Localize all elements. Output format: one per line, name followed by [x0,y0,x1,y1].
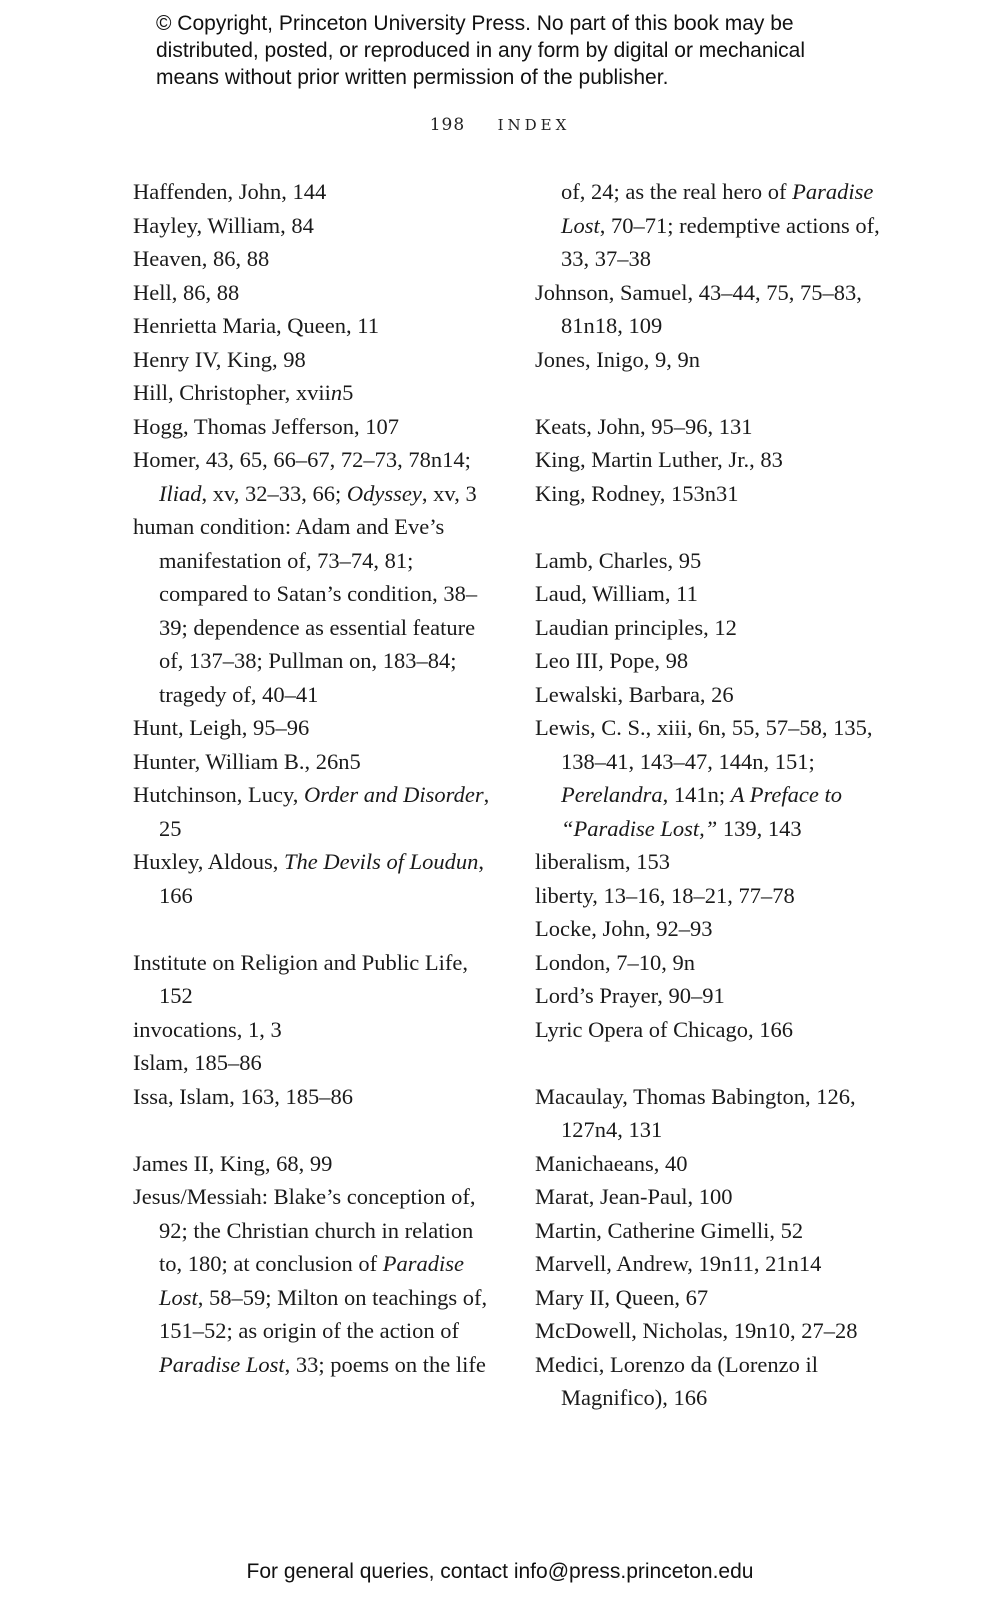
index-entry: Haffenden, John, 144 [133,179,327,204]
index-column-left [133,175,493,1381]
index-entry: Johnson, Samuel, 43–44, 75, 75–83, 81n18, 109 [535,279,862,338]
index-entry: Jones, Inigo, 9, 9n [535,346,700,372]
index-entry: James II, King, 68, 99 [133,1150,333,1176]
index-entry: Macaulay, Thomas Babington, 126, 127n4, 131 [535,1083,856,1142]
index-entry: Hutchinson, Lucy, Order and Disorder, 25 [133,782,490,841]
index-entry: Hogg, Thomas Jefferson, 107 [133,413,400,439]
index-entry: Hunter, William B., 26n5 [133,748,361,774]
index-entry: Issa, Islam, 163, 185–86 [133,1083,353,1109]
section-title: INDEX [497,116,571,134]
index-entry: Lewis, C. S., xiii, 6n, 55, 57–58, 135, 138–41, 143–47, 144n, 151; Perelandra, 141n; A Preface to “Paradise Lost,” 139, 143 [535,715,873,841]
letter-group-gap [535,510,895,544]
index-entry: human condition: Adam and Eve’s manifestation of, 73–74, 81; compared to Satan’s condition, 38–39; dependence as essential feature of, 137–38; Pullman on, 183–84; tragedy of, 40–41 [133,514,478,707]
index-entry: Hayley, William, 84 [133,212,314,238]
copyright-line: © Copyright, Princeton University Press. No part of this book may be [156,12,794,35]
letter-group-gap [535,376,895,410]
index-entry: Huxley, Aldous, The Devils of Loudun, 166 [133,849,485,908]
index-entry: invocations, 1, 3 [133,1016,282,1042]
index-entry: Henry IV, King, 98 [133,346,306,372]
index-entry: Lamb, Charles, 95 [535,547,702,573]
letter-group-gap [133,912,493,946]
index-entry: Institute on Religion and Public Life, 152 [133,949,468,1008]
running-head [0,115,1000,135]
index-entry: Henrietta Maria, Queen, 11 [133,313,379,338]
index-entry: Heaven, 86, 88 [133,246,270,271]
index-entry: liberalism, 153 [535,849,670,874]
index-entry: King, Martin Luther, Jr., 83 [535,447,783,472]
index-entry: Manichaeans, 40 [535,1150,688,1176]
index-entry: Marvell, Andrew, 19n11, 21n14 [535,1251,822,1276]
index-entry: Lord’s Prayer, 90–91 [535,983,725,1008]
index-entry: Mary II, Queen, 67 [535,1284,709,1310]
index-entry: Laudian principles, 12 [535,614,737,640]
index-entry: Leo III, Pope, 98 [535,648,689,673]
index-entry: liberty, 13–16, 18–21, 77–78 [535,882,795,908]
index-entry: Homer, 43, 65, 66–67, 72–73, 78n14; Iliad, xv, 32–33, 66; Odyssey, xv, 3 [133,447,477,506]
index-entry: Medici, Lorenzo da (Lorenzo il Magnifico), 166 [535,1351,819,1410]
index-entry: London, 7–10, 9n [535,949,695,975]
index-entry: Hill, Christopher, xviin5 [133,380,354,405]
index-entry-continuation: of, 24; as the real hero of Paradise Lost, 70–71; redemptive actions of, 33, 37–38 [561,179,880,271]
index-entry: Hell, 86, 88 [133,279,240,305]
copyright-notice [156,10,896,91]
index-entry: Laud, William, 11 [535,581,698,606]
letter-group-gap [133,1113,493,1147]
index-entry: Locke, John, 92–93 [535,916,713,941]
index-entry: Lewalski, Barbara, 26 [535,681,734,707]
index-entry: Keats, John, 95–96, 131 [535,413,753,439]
index-entry: Martin, Catherine Gimelli, 52 [535,1217,804,1243]
copyright-line: means without prior written permission of the publisher. [156,66,669,89]
footer-contact: For general queries, contact info@press.princeton.edu [246,1560,754,1583]
index-entry: Hunt, Leigh, 95–96 [133,715,310,740]
letter-group-gap [535,1046,895,1080]
copyright-line: distributed, posted, or reproduced in any form by digital or mechanical [156,39,806,62]
page-number: 198 [429,115,466,135]
index-column-right [535,175,895,1415]
index-entry: King, Rodney, 153n31 [535,480,739,506]
index-entry: McDowell, Nicholas, 19n10, 27–28 [535,1318,858,1343]
index-entry: Marat, Jean-Paul, 100 [535,1184,733,1209]
index-entry: Jesus/Messiah: Blake’s conception of, 92; the Christian church in relation to, 180; at conclusion of Paradise Lost, 58–59; Milton on teachings of, 151–52; as origin of the action of Paradise Lost, 33; poems on the life [133,1184,488,1377]
index-entry: Lyric Opera of Chicago, 166 [535,1016,794,1042]
index-entry: Islam, 185–86 [133,1050,262,1075]
